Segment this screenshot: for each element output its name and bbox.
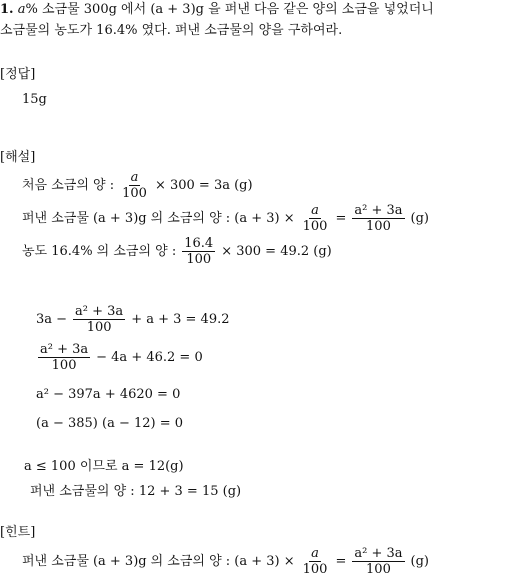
answer-value: 15g — [22, 92, 47, 107]
solution-step-3 — [22, 236, 332, 267]
fraction-numerator: a — [311, 203, 319, 218]
fraction-denominator: 100 — [366, 219, 391, 234]
hint-step — [22, 546, 429, 577]
conclusion-1: a ≤ 100 이므로 a = 12(g) — [24, 459, 184, 474]
hint-text2: 의 소금의 양 : (a + 3) × — [150, 553, 295, 569]
solution-step-3-rest: × 300 = 49.2 (g) — [221, 243, 332, 259]
fraction-denominator: 100 — [366, 562, 391, 577]
fraction-numerator: a — [311, 546, 319, 561]
fraction-numerator: 16.4 — [184, 236, 214, 251]
equation-1-right: + a + 3 = 49.2 — [131, 311, 230, 327]
fraction-denominator: 100 — [302, 219, 328, 234]
equation-4: (a − 385) (a − 12) = 0 — [36, 416, 184, 431]
equation-2-fraction — [38, 342, 90, 373]
problem-text-2: 을 퍼낸 다음 같은 양의 소금을 넣었더니 — [208, 2, 434, 17]
fraction-denominator: 100 — [122, 186, 147, 201]
equation-3: a² − 397a + 4620 = 0 — [36, 387, 181, 402]
fraction-numerator: a² + 3a — [354, 203, 403, 218]
answer-label: [정답] — [0, 67, 36, 82]
solution-step-1-fraction — [120, 170, 149, 201]
solution-step-2-text2: 의 소금의 양 : (a + 3) × — [150, 210, 295, 226]
equation-1 — [36, 304, 230, 335]
solution-step-2-text: 퍼낸 소금물 — [22, 210, 89, 226]
fraction-numerator: a² + 3a — [40, 342, 89, 357]
hint-expr: (a + 3)g — [92, 553, 147, 569]
fraction-numerator: a² + 3a — [75, 304, 124, 319]
problem-variable-a: a — [17, 2, 26, 17]
solution-step-1-text: 처음 소금의 양 : — [22, 177, 115, 193]
fraction-numerator: a — [130, 170, 139, 185]
problem-line-2: 소금물의 농도가 16.4% 였다. 퍼낸 소금물의 양을 구하여라. — [0, 23, 343, 38]
equation-2 — [36, 342, 203, 373]
fraction-numerator: a² + 3a — [354, 546, 403, 561]
solution-step-1-rest: × 300 = 3a (g) — [154, 177, 253, 193]
solution-step-2-expr: (a + 3)g — [92, 210, 147, 226]
hint-text: 퍼낸 소금물 — [22, 553, 89, 569]
solution-step-3-text: 농도 16.4% 의 소금의 양 : — [22, 243, 177, 259]
solution-step-1 — [22, 170, 253, 201]
fraction-denominator: 100 — [302, 562, 328, 577]
fraction-denominator: 100 — [51, 358, 77, 373]
solution-step-2 — [22, 203, 429, 234]
equation-1-fraction — [73, 304, 125, 335]
fraction-denominator: 100 — [86, 320, 112, 335]
conclusion-2: 퍼낸 소금물의 양 : 12 + 3 = 15 (g) — [30, 484, 242, 499]
problem-line-1 — [0, 2, 434, 18]
solution-step-2-fraction-2 — [352, 203, 404, 234]
problem-text-1: % 소금물 300g 에서 — [25, 2, 147, 17]
equation-1-left: 3a − — [36, 311, 68, 327]
problem-expr-1: (a + 3)g — [150, 2, 204, 17]
hint-fraction-2 — [352, 546, 404, 577]
solution-label: [해설] — [0, 150, 36, 165]
hint-unit: (g) — [410, 553, 429, 569]
fraction-denominator: 100 — [186, 252, 212, 267]
problem-number: 1. — [0, 2, 14, 17]
hint-equals: = — [335, 553, 347, 569]
equation-2-right: − 4a + 46.2 = 0 — [96, 349, 203, 365]
solution-step-3-fraction — [182, 236, 215, 267]
hint-fraction-1 — [301, 546, 330, 577]
hint-label: [힌트] — [0, 525, 36, 540]
solution-step-2-unit: (g) — [410, 210, 429, 226]
solution-step-2-equals: = — [335, 210, 347, 226]
solution-step-2-fraction-1 — [301, 203, 330, 234]
